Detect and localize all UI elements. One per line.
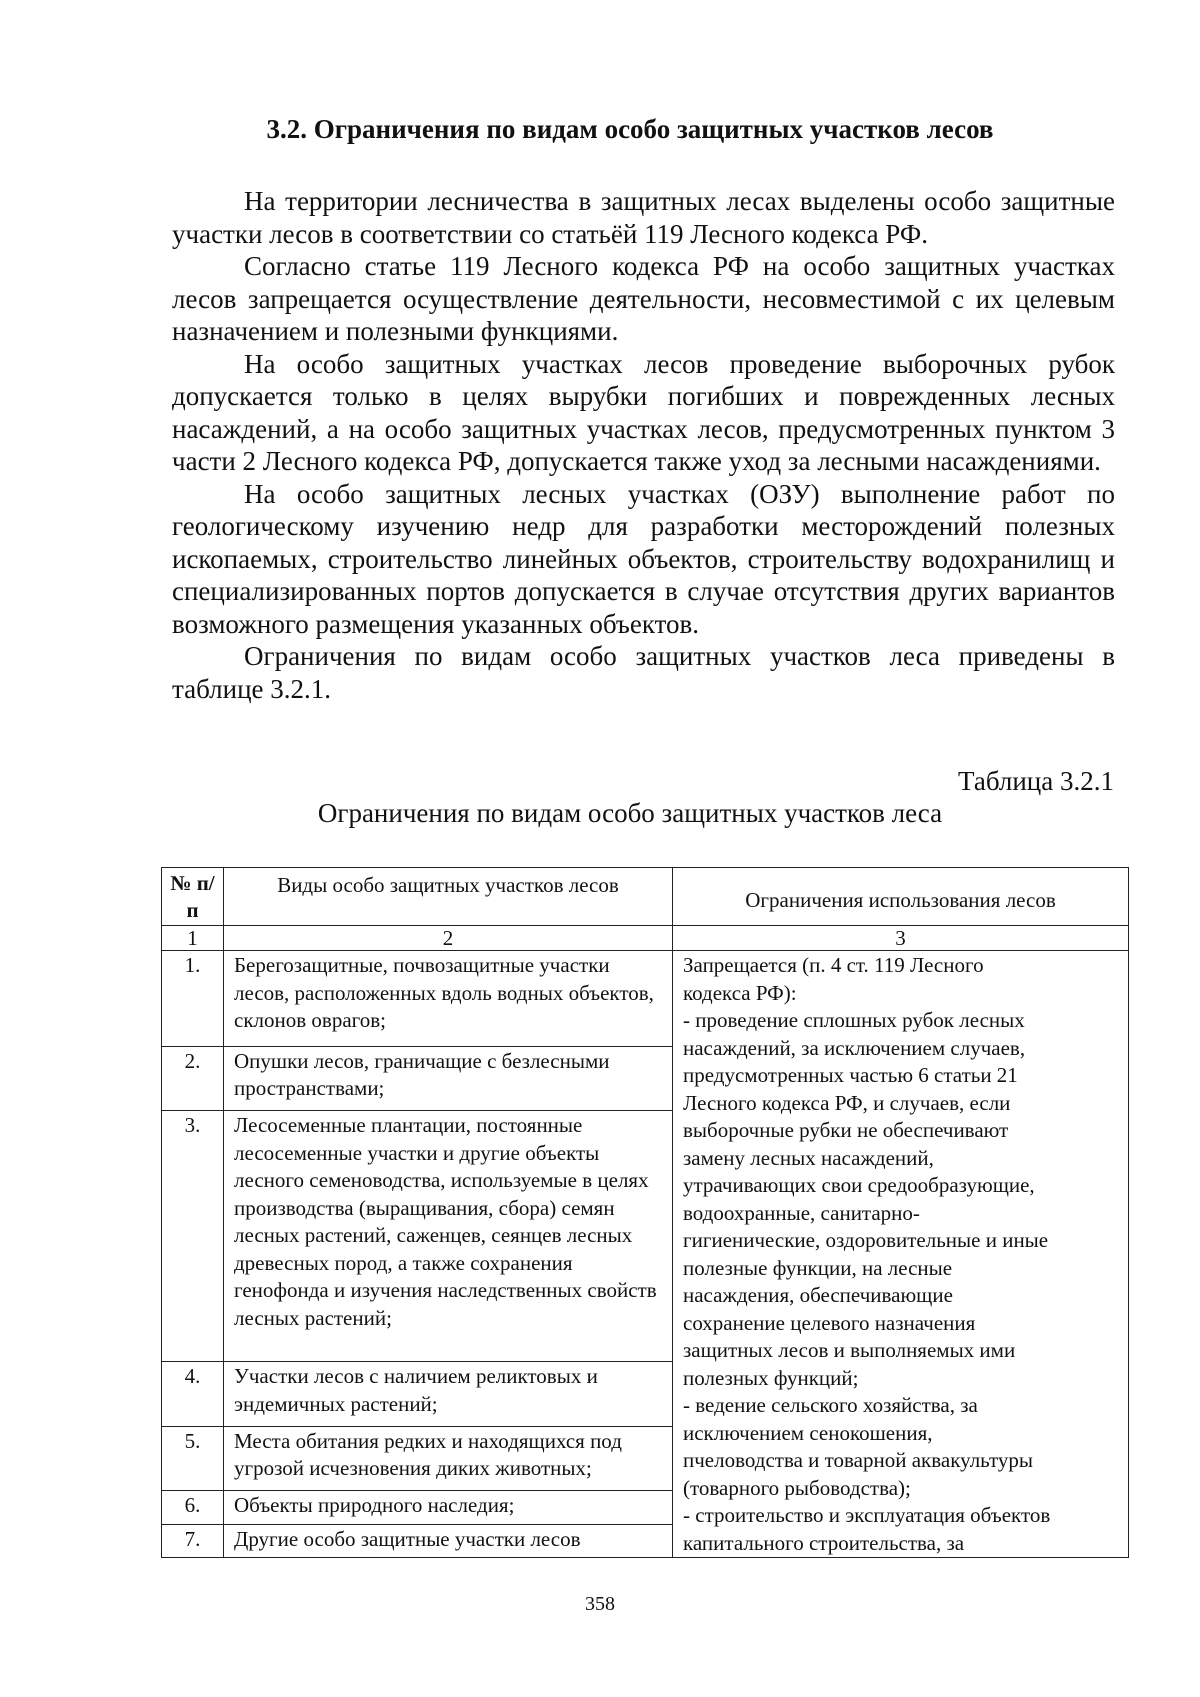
column-number: 2	[224, 926, 673, 951]
column-number: 1	[162, 926, 224, 951]
paragraph: На особо защитных лесных участках (ОЗУ) выполнение работ по геологическому изучению недр для разработки месторождений полезных ископаемых, строительство линейных объектов, строительству водохранилищ и специализированных портов допускается в случае отсутствия других вариантов возможного размещения указанных объектов.	[172, 478, 1115, 639]
header-restrictions: Ограничения использования лесов	[673, 868, 1129, 926]
restrictions-line: насаждения, обеспечивающие	[683, 1283, 953, 1307]
restrictions-line: (товарного рыбоводства);	[683, 1475, 911, 1500]
restrictions-line: полезные функции, на лесные	[683, 1255, 953, 1280]
restrictions-line: исключением сенокошения,	[683, 1420, 933, 1445]
restrictions-line: водоохранные, санитарно-	[683, 1200, 920, 1225]
restrictions-line: насаждений, за исключением случаев,	[683, 1035, 1026, 1060]
row-number: 6.	[162, 1491, 224, 1524]
section-title: 3.2. Ограничения по видам особо защитных участков лесов	[266, 114, 994, 144]
table-caption: Ограничения по видам особо защитных участков леса	[317, 798, 943, 828]
restrictions-line: полезных функций;	[683, 1365, 859, 1390]
row-type: Объекты природного наследия;	[224, 1491, 673, 1524]
table-header-row	[162, 868, 1129, 926]
restrictions-line: - ведение сельского хозяйства, за	[683, 1393, 978, 1417]
restrictions-line: гигиенические, оздоровительные и иные	[683, 1228, 1049, 1252]
restrictions-table	[161, 867, 1129, 1558]
restrictions-line: замену лесных насаждений,	[683, 1145, 934, 1170]
paragraph: Ограничения по видам особо защитных участков леса приведены в таблице 3.2.1.	[172, 641, 1115, 704]
restrictions-line: капитального строительства, за	[683, 1530, 965, 1555]
page-number: 358	[585, 1593, 615, 1615]
restrictions-line: кодекса РФ):	[683, 980, 797, 1005]
restrictions-line: защитных лесов и выполняемых ими	[683, 1338, 1016, 1362]
column-number-row	[162, 926, 1129, 951]
restrictions-line: предусмотренных частью 6 статьи 21	[683, 1063, 1018, 1087]
paragraph: На особо защитных участках лесов проведение выборочных рубок допускается только в целях вырубки погибших и поврежденных лесных насаждений, а на особо защитных участках лесов, предусмотренных пунктом 3 части 2 Лесного кодекса РФ, допускается также уход за лесными насаждениями.	[172, 348, 1115, 476]
restrictions-line: - проведение сплошных рубок лесных	[683, 1008, 1025, 1032]
row-number: 1.	[162, 951, 224, 1047]
restrictions-line: сохранение целевого назначения	[683, 1310, 976, 1335]
row-number: 5.	[162, 1426, 224, 1490]
row-number: 4.	[162, 1362, 224, 1426]
row-type: Участки лесов с наличием реликтовых и эндемичных растений;	[224, 1362, 673, 1426]
paragraph: На территории лесничества в защитных лесах выделены особо защитные участки лесов в соответствии со статьёй 119 Лесного кодекса РФ.	[172, 186, 1115, 249]
restrictions-line: Лесного кодекса РФ, и случаев, если	[683, 1090, 1011, 1115]
restrictions-text	[683, 952, 1122, 1557]
restrictions-line: утрачивающих свои средообразующие,	[683, 1173, 1035, 1197]
row-number: 3.	[162, 1111, 224, 1362]
row-type: Опушки лесов, граничащие с безлесными пространствами;	[224, 1046, 673, 1110]
row-type: Другие особо защитные участки лесов	[224, 1524, 673, 1557]
header-type: Виды особо защитных участков лесов	[224, 868, 673, 926]
table-label: Таблица 3.2.1	[958, 766, 1114, 796]
restrictions-line: - строительство и эксплуатация объектов	[683, 1503, 1051, 1527]
row-number: 2.	[162, 1046, 224, 1110]
restrictions-line: пчеловодства и товарной аквакультуры	[683, 1448, 1033, 1472]
row-type: Лесосеменные плантации, постоянные лесосеменные участки и другие объекты лесного семеноводства, используемые в целях производства (выращивания, сбора) семян лесных растений, саженцев, сеянцев лесных древесных пород, а также сохранения генофонда и изучения наследственных свойств лесных растений;	[224, 1111, 673, 1362]
restrictions-line: выборочные рубки не обеспечивают	[683, 1118, 1009, 1142]
header-num: № п/п	[162, 868, 224, 926]
row-number: 7.	[162, 1524, 224, 1557]
row-type: Берегозащитные, почвозащитные участки лесов, расположенных вдоль водных объектов, склонов оврагов;	[224, 951, 673, 1047]
table-row	[162, 951, 1129, 1047]
row-type: Места обитания редких и находящихся под угрозой исчезновения диких животных;	[224, 1426, 673, 1490]
restrictions-cell	[673, 951, 1129, 1558]
restrictions-line: Запрещается (п. 4 ст. 119 Лесного	[683, 953, 984, 977]
body-text	[172, 185, 1115, 705]
paragraph: Согласно статье 119 Лесного кодекса РФ на особо защитных участках лесов запрещается осуществление деятельности, несовместимой с их целевым назначением и полезными функциями.	[172, 251, 1115, 346]
column-number: 3	[673, 926, 1129, 951]
